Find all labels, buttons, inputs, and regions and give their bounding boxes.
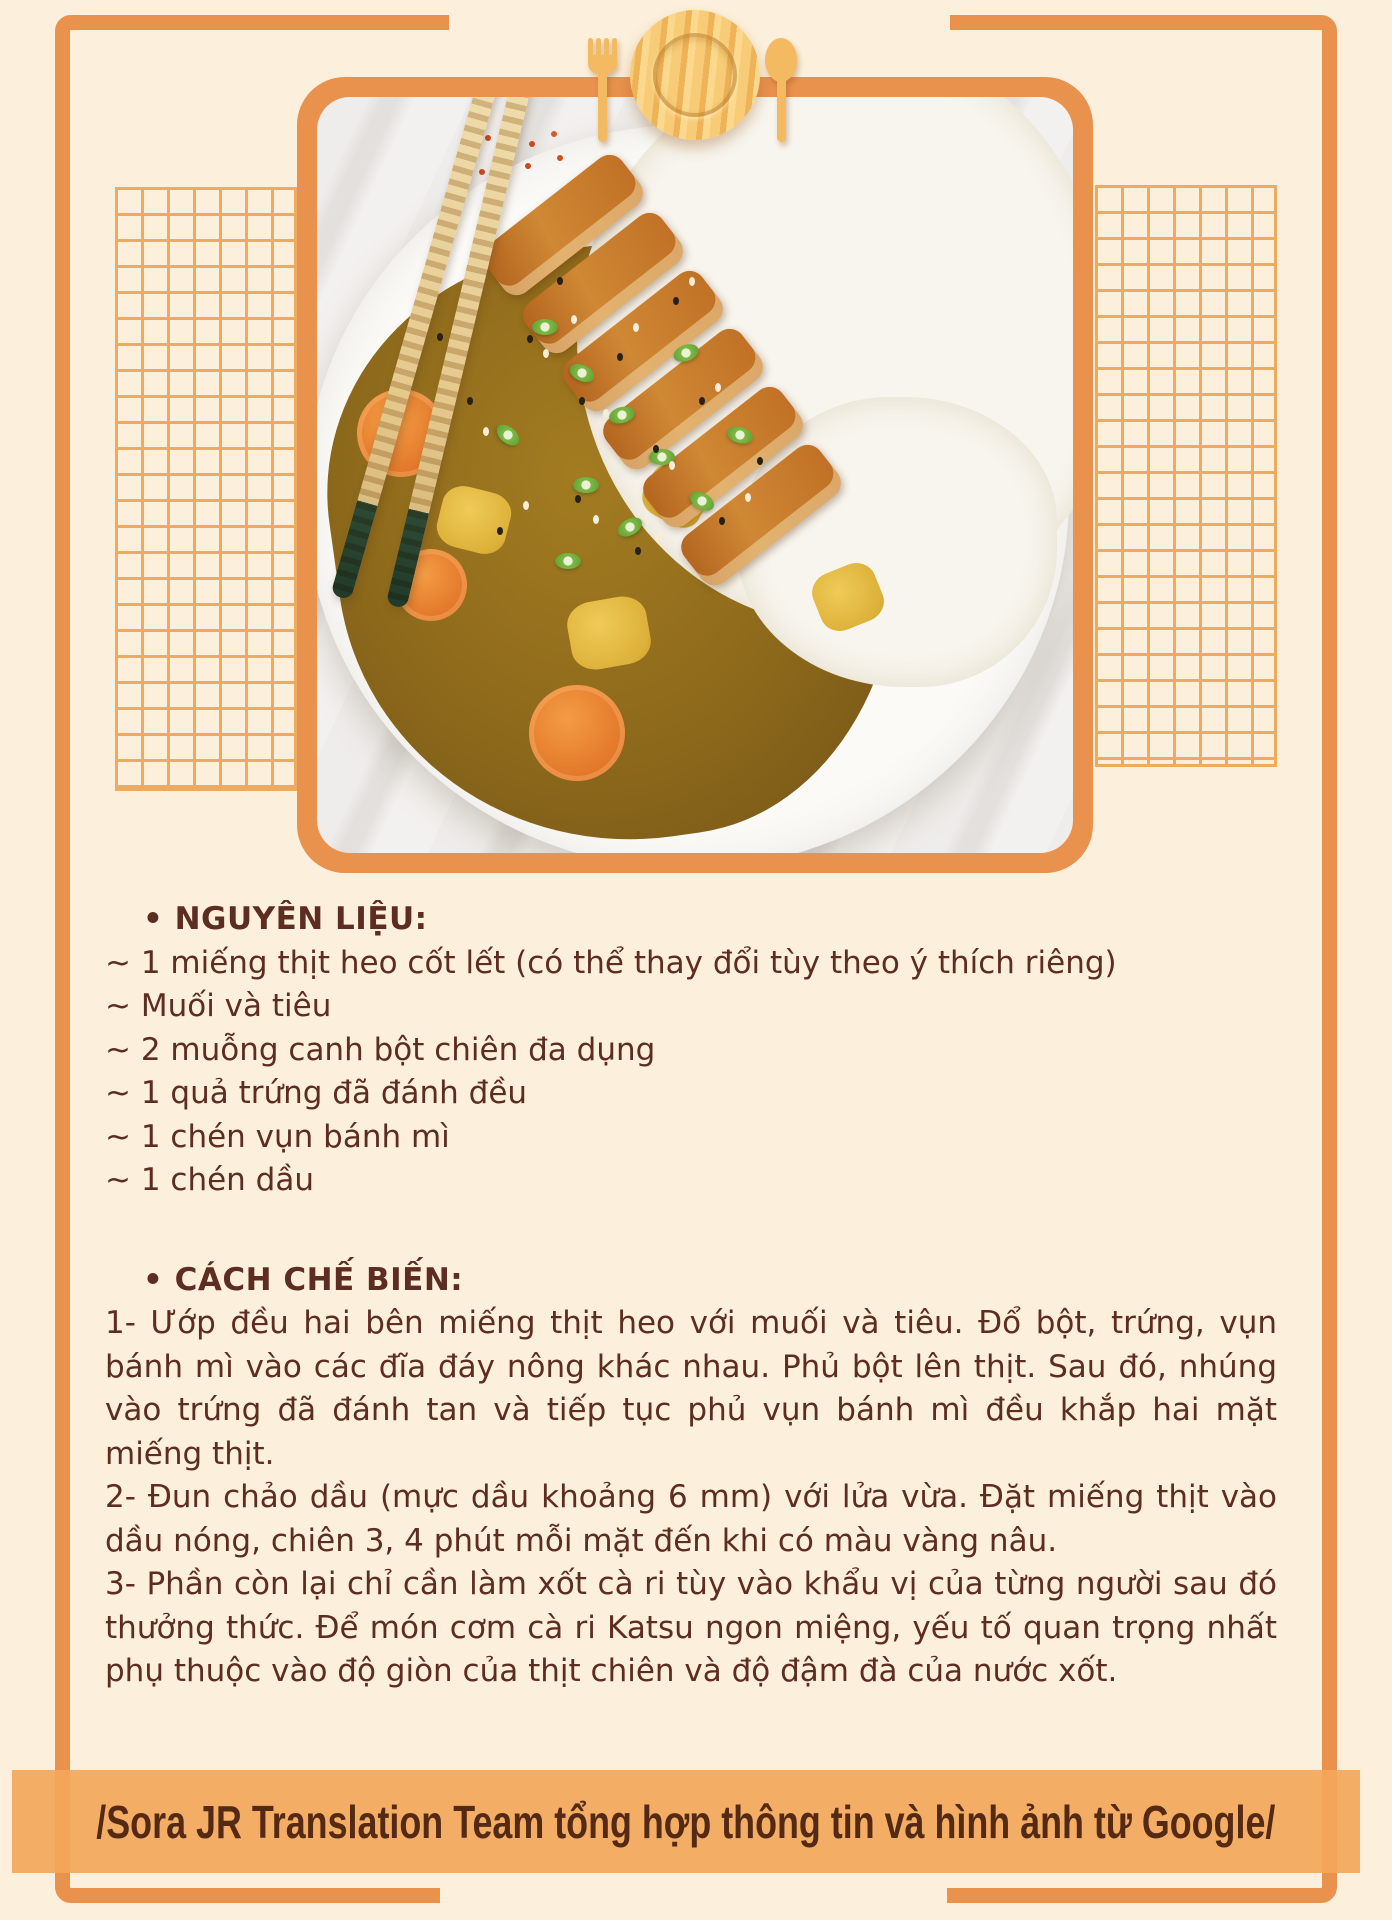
food-photo xyxy=(317,97,1073,853)
fork-icon xyxy=(588,38,618,142)
spoon-handle xyxy=(777,76,786,142)
ingredient-item: ~ 1 chén vụn bánh mì xyxy=(105,1118,450,1155)
plate-icon xyxy=(630,10,760,140)
food-photo-frame xyxy=(297,77,1093,873)
spoon-icon xyxy=(765,38,797,142)
scallion xyxy=(555,553,581,569)
credit-banner xyxy=(12,1770,1360,1873)
ingredient-item: ~ Muối và tiêu xyxy=(105,988,332,1024)
recipe-content xyxy=(105,898,1277,1694)
carrot-slice xyxy=(529,685,625,781)
ingredient-item: ~ 1 quả trứng đã đánh đều xyxy=(105,1075,528,1111)
credit-text: /Sora JR Translation Team tổng hợp thông tin và hình ảnh từ Google/ xyxy=(96,1795,1276,1848)
ingredient-item: ~ 2 muỗng canh bột chiên đa dụng xyxy=(105,1031,656,1068)
fork-handle xyxy=(598,68,607,142)
plate-rim xyxy=(653,33,737,117)
white-sesame xyxy=(317,97,323,106)
scallion xyxy=(649,449,675,465)
border-gap-bottom xyxy=(440,1886,947,1906)
scallion xyxy=(532,319,558,335)
ingredient-item: ~ 1 chén dầu xyxy=(105,1162,314,1198)
step-paragraph: 1- Ướp đều hai bên miếng thịt heo với muối và tiêu. Đổ bột, trứng, vụn bánh mì vào các đĩa đáy nông khác nhau. Phủ bột lên thịt. Sau đó, nhúng vào trứng đã đánh tan và tiếp tục phủ vụn bánh mì đều khắp hai mặt miếng thịt. xyxy=(105,1305,1277,1472)
ingredients-heading: • NGUYÊN LIỆU: xyxy=(143,901,428,937)
scallion xyxy=(573,477,599,493)
step-paragraph: 3- Phần còn lại chỉ cần làm xốt cà ri tùy vào khẩu vị của từng người sau đó thưởng thức. Để món cơm cà ri Katsu ngon miệng, yếu tố quan trọng nhất phụ thuộc vào độ giòn của thịt chiên và độ đậm đà của nước xốt. xyxy=(105,1566,1277,1689)
steps-heading: • CÁCH CHẾ BIẾN: xyxy=(143,1261,464,1298)
grid-pattern-left xyxy=(115,187,297,791)
grid-pattern-right xyxy=(1095,185,1277,767)
step-paragraph: 2- Đun chảo dầu (mực dầu khoảng 6 mm) với lửa vừa. Đặt miếng thịt vào dầu nóng, chiên 3, 4 phút mỗi mặt đến khi có màu vàng nâu. xyxy=(105,1479,1277,1559)
ingredient-item: ~ 1 miếng thịt heo cốt lết (có thể thay đổi tùy theo ý thích riêng) xyxy=(105,944,1117,981)
tableware-icon xyxy=(560,5,830,155)
ingredients-list xyxy=(105,942,1277,1203)
